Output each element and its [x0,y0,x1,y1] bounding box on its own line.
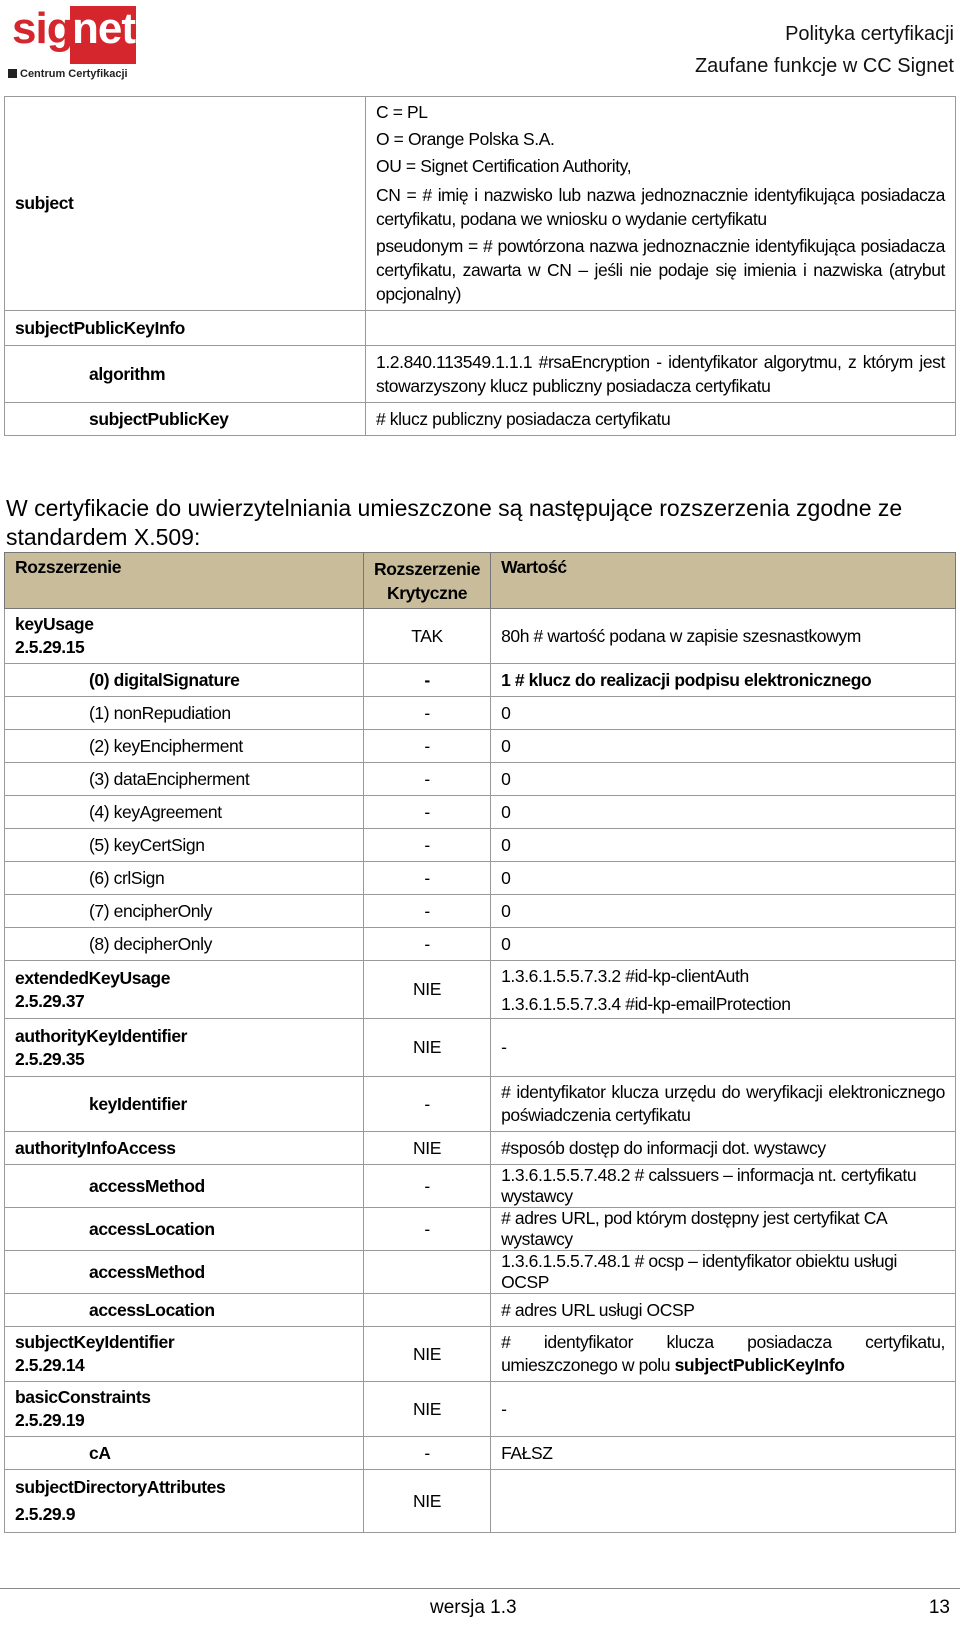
table-row [5,1077,956,1132]
bit-value: 0 [491,829,956,862]
aia-row-value: 1.3.6.1.5.5.7.48.2 # calssuers – informacja nt. certyfikatu wystawcy [491,1165,956,1208]
spk-label: subjectPublicKey [5,403,366,436]
header-title: Polityka certyfikacji [785,23,954,45]
table-row [5,1132,956,1165]
ski-critical: NIE [364,1327,491,1382]
bit-name: (4) keyAgreement [5,796,364,829]
table-row [5,609,956,664]
spki-label: subjectPublicKeyInfo [5,311,366,346]
bit-value: 0 [491,697,956,730]
header-value: Wartość [491,553,956,609]
logo-text-right: net [72,4,135,53]
bit-name: (0) digitalSignature [5,664,364,697]
footer-version: wersja 1.3 [430,1597,517,1618]
aia-row-name: accessMethod [5,1165,364,1208]
bit-critical: - [364,928,491,961]
bit-value: 0 [491,928,956,961]
bit-name: (2) keyEncipherment [5,730,364,763]
extensions-table [4,552,956,1533]
bc-ca-name: cA [5,1437,364,1470]
logo-text-left: sig [12,4,73,53]
table-row [5,1382,956,1437]
eku-critical: NIE [364,961,491,1019]
sda-oid: 2.5.29.9 [15,1504,76,1524]
table-row [5,730,956,763]
bc-critical: NIE [364,1382,491,1437]
bit-value: 1 # klucz do realizacji podpisu elektronicznego [491,664,956,697]
subject-c: C = PL [376,102,428,122]
subject-table [4,96,956,436]
spk-value: # klucz publiczny posiadacza certyfikatu [366,403,956,436]
eku-value-2: 1.3.6.1.5.5.7.3.4 #id-kp-emailProtection [501,993,791,1014]
table-row [5,829,956,862]
aia-row-critical: - [364,1165,491,1208]
bit-critical: - [364,796,491,829]
aia-row-name: accessLocation [5,1208,364,1251]
table-row [5,311,956,346]
bit-critical: - [364,895,491,928]
aki-keyid-critical: - [364,1077,491,1132]
table-row [5,895,956,928]
header-critical: Rozszerzenie Krytyczne [364,553,491,609]
bit-critical: - [364,763,491,796]
table-row [5,697,956,730]
aki-keyid-value: # identyfikator klucza urzędu do weryfikacji elektronicznego poświadczenia certyfikatu [491,1077,956,1132]
eku-oid: 2.5.29.37 [15,990,85,1011]
eku-value [491,961,956,1019]
table-header-row [5,553,956,609]
eku-value-1: 1.3.6.1.5.5.7.3.2 #id-kp-clientAuth [501,965,749,986]
eku-cell [5,961,364,1019]
subject-cn: CN = # imię i nazwisko lub nazwa jednoznacznie identyfikująca posiadacza certyfikatu, podana we wniosku o wydanie certyfikatu [376,185,945,229]
table-row [5,961,956,1019]
sda-name: subjectDirectoryAttributes [15,1477,226,1497]
bit-name: (7) encipherOnly [5,895,364,928]
aia-row-value: # adres URL usługi OCSP [491,1294,956,1327]
aia-row-value: # adres URL, pod którym dostępny jest certyfikat CA wystawcy [491,1208,956,1251]
aia-row-critical [364,1251,491,1294]
aia-row-critical: - [364,1208,491,1251]
bit-name: (6) crlSign [5,862,364,895]
bit-critical: - [364,829,491,862]
subject-label: subject [5,97,366,311]
page-number: 13 [928,1597,950,1618]
algorithm-value: 1.2.840.113549.1.1.1 #rsaEncryption - identyfikator algorytmu, z którym jest stowarzyszony klucz publiczny posiadacza certyfikatu [366,346,956,403]
bit-name: (3) dataEncipherment [5,763,364,796]
signet-logo [8,2,143,86]
aia-critical: NIE [364,1132,491,1165]
aki-oid: 2.5.29.35 [15,1048,85,1069]
bc-cell [5,1382,364,1437]
bit-value: 0 [491,763,956,796]
algorithm-label: algorithm [5,346,366,403]
aki-value: - [491,1019,956,1077]
bc-oid: 2.5.29.19 [15,1410,85,1430]
ski-value: # identyfikator klucza posiadacza certyfikatu, umieszczonego w polu subjectPublicKeyInfo [491,1327,956,1382]
ski-value-field: subjectPublicKeyInfo [674,1355,845,1375]
table-row [5,763,956,796]
square-icon [8,69,17,78]
bit-value: 0 [491,730,956,763]
keyusage-cell [5,609,364,664]
bit-name: (8) decipherOnly [5,928,364,961]
bit-value: 0 [491,895,956,928]
bit-value: 0 [491,796,956,829]
table-row [5,1165,956,1208]
header-extension: Rozszerzenie [5,553,364,609]
bit-critical: - [364,730,491,763]
table-row [5,928,956,961]
bc-ca-value: FAŁSZ [491,1437,956,1470]
table-row [5,97,956,311]
table-row [5,796,956,829]
aki-name: authorityKeyIdentifier [15,1025,188,1046]
aki-keyid-name: keyIdentifier [5,1077,364,1132]
bc-name: basicConstraints [15,1387,151,1407]
bc-value: - [491,1382,956,1437]
document-header [695,18,954,82]
bit-value: 0 [491,862,956,895]
bc-ca-critical: - [364,1437,491,1470]
bit-critical: - [364,664,491,697]
eku-name: extendedKeyUsage [15,967,171,988]
table-row [5,346,956,403]
table-row [5,1470,956,1533]
subject-ou: OU = Signet Certification Authority, [376,156,632,176]
aia-row-critical [364,1294,491,1327]
subject-o: O = Orange Polska S.A. [376,129,555,149]
header-subtitle: Zaufane funkcje w CC Signet [694,55,954,77]
subject-pseudonym: pseudonym = # powtórzona nazwa jednoznacznie identyfikująca posiadacza certyfikatu, zawarta w CN – jeśli nie podaje się imienia i nazwiska (atrybut opcjonalny) [376,236,945,304]
keyusage-value: 80h # wartość podana w zapisie szesnastkowym [491,609,956,664]
aia-row-name: accessLocation [5,1294,364,1327]
bit-critical: - [364,862,491,895]
table-row [5,403,956,436]
sda-critical: NIE [364,1470,491,1533]
table-row [5,1437,956,1470]
table-row [5,1019,956,1077]
bit-name: (5) keyCertSign [5,829,364,862]
keyusage-oid: 2.5.29.15 [15,637,85,657]
ski-name: subjectKeyIdentifier [15,1332,175,1352]
table-row [5,1251,956,1294]
intro-paragraph: W certyfikacie do uwierzytelniania umieszczone są następujące rozszerzenia zgodne ze standardem X.509: [6,495,903,550]
sda-cell [5,1470,364,1533]
bit-critical: - [364,697,491,730]
keyusage-name: keyUsage [15,614,94,634]
table-row [5,1208,956,1251]
aia-row-name: accessMethod [5,1251,364,1294]
aki-cell [5,1019,364,1077]
table-row [5,664,956,697]
ski-oid: 2.5.29.14 [15,1355,85,1375]
logo-subtitle: Centrum Certyfikacji [8,68,128,80]
ski-cell [5,1327,364,1382]
aia-value: #sposób dostęp do informacji dot. wystawcy [491,1132,956,1165]
bit-name: (1) nonRepudiation [5,697,364,730]
table-row [5,1294,956,1327]
sda-value [491,1470,956,1533]
spki-value [366,311,956,346]
subject-value [366,97,956,311]
keyusage-critical: TAK [364,609,491,664]
aia-row-value: 1.3.6.1.5.5.7.48.1 # ocsp – identyfikator obiektu usługi OCSP [491,1251,956,1294]
footer-divider [0,1588,960,1589]
table-row [5,1327,956,1382]
aki-critical: NIE [364,1019,491,1077]
table-row [5,862,956,895]
aia-name: authorityInfoAccess [5,1132,364,1165]
